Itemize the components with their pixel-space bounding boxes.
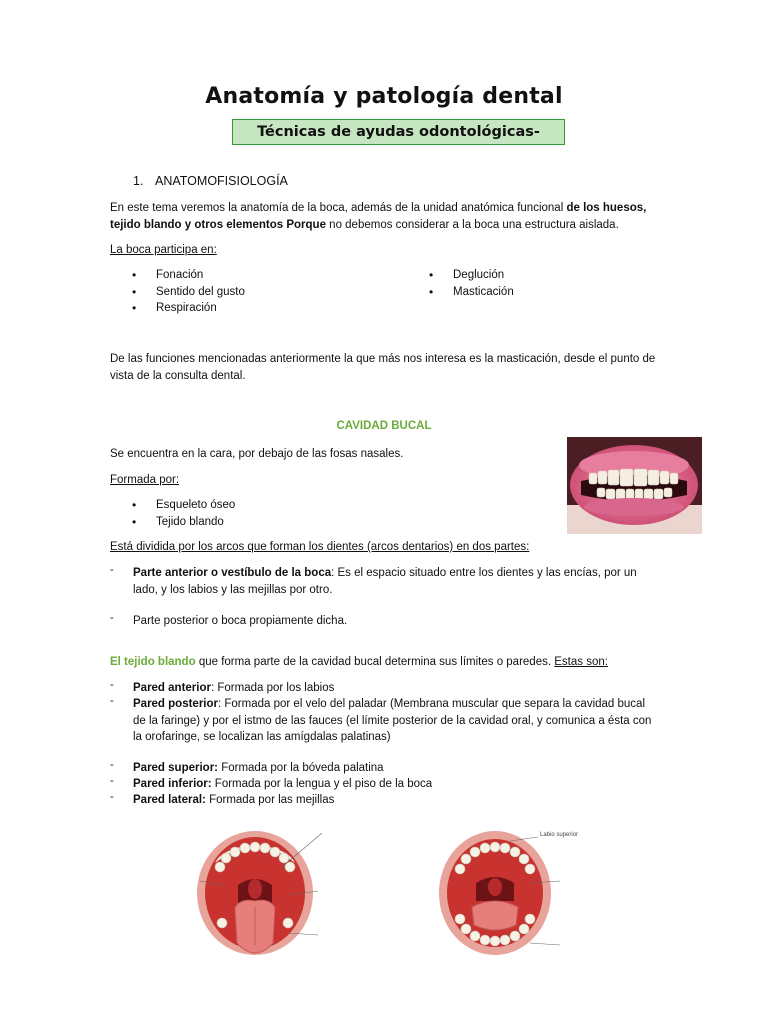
list-item: • Masticación (429, 284, 514, 301)
subtitle-box: Técnicas de ayudas odontológicas- (232, 119, 565, 145)
part-anterior-text (133, 565, 660, 598)
mouth-photo (567, 437, 702, 534)
wall-name: Pared anterior (133, 682, 211, 694)
functions-paragraph: De las funciones mencionadas anteriormente la que más nos interesa es la masticación, desde el punto de vista de la consulta dental. (110, 353, 656, 382)
dash-marker: - (110, 775, 114, 787)
wall-desc: : Formada por el velo del paladar (Membrana muscular que separa la cavidad bucal de la faringe) y por el istmo de las fauces (el límite posterior de la cavidad oral, y comunica a ésta con la orofaringe, se localizan las amígdalas palatinas) (133, 698, 652, 743)
formed-by-label: Formada por: (110, 474, 180, 486)
diagram-label: Labio superior (540, 832, 579, 838)
wall-item (110, 792, 660, 809)
cavity-heading: CAVIDAD BUCAL (336, 420, 432, 432)
intro-paragraph (110, 200, 660, 233)
cavity-location: Se encuentra en la cara, por debajo de las fosas nasales. (110, 448, 404, 460)
intro-text-1: En este tema veremos la anatomía de la boca, además de la unidad anatómica funcional (110, 202, 567, 214)
list-item: • Tejido blando (132, 514, 235, 531)
dash-marker: - (110, 612, 114, 624)
wall-text (133, 792, 660, 809)
wall-text (133, 696, 660, 746)
soft-tissue-underline: Estas son: (554, 656, 608, 668)
document-title: Anatomía y patología dental (205, 84, 563, 109)
dash-marker: - (110, 695, 114, 707)
participates-list-left (132, 267, 245, 317)
section-label: ANATOMOFISIOLOGÍA (155, 174, 288, 188)
list-item: • Sentido del gusto (132, 284, 245, 301)
divided-label: Está dividida por los arcos que forman los dientes (arcos dentarios) en dos partes: (110, 541, 530, 553)
intro-text-2: no debemos considerar a la boca una estructura aislada. (325, 218, 619, 231)
wall-text (133, 680, 660, 697)
part-posterior-text: Parte posterior o boca propiamente dicha. (133, 615, 348, 627)
part-anterior-bold: Parte anterior o vestíbulo de la boca (133, 567, 332, 579)
participates-label: La boca participa en: (110, 244, 217, 256)
wall-name: Pared posterior (133, 698, 218, 710)
wall-desc: Formada por la bóveda palatina (218, 762, 384, 774)
soft-tissue-text: que forma parte de la cavidad bucal determina sus límites o paredes. (195, 656, 555, 668)
formed-by-list (132, 497, 235, 530)
wall-desc: Formada por las mejillas (205, 794, 335, 806)
intro-bold: de los huesos, tejido blando y otros elementos Porque (110, 202, 647, 231)
wall-name: Pared superior: (133, 762, 218, 774)
wall-text (133, 760, 660, 777)
dash-marker: - (110, 679, 114, 691)
part-anterior-desc: : Es el espacio situado entre los dientes y las encías, por un lado, y los labios y las mejillas por otro. (133, 567, 637, 596)
dash-marker: - (110, 759, 114, 771)
list-item: • Fonación (132, 267, 245, 284)
dash-marker: - (110, 791, 114, 803)
mouth-diagram-left (180, 823, 330, 963)
wall-text (133, 776, 660, 793)
soft-tissue-highlight: El tejido blando (110, 656, 196, 668)
participates-list-right (429, 267, 514, 300)
part-posterior-item (110, 613, 660, 630)
wall-desc: Formada por la lengua y el piso de la boca (211, 778, 433, 790)
mouth-diagram-right (400, 823, 600, 963)
wall-desc: : Formada por los labios (210, 682, 335, 694)
wall-item (110, 696, 660, 746)
section-heading (133, 174, 288, 188)
section-number: 1. (133, 174, 144, 188)
wall-name: Pared lateral: (133, 794, 206, 806)
list-item: • Respiración (132, 300, 245, 317)
list-item: • Esqueleto óseo (132, 497, 235, 514)
soft-tissue-paragraph (110, 654, 660, 671)
wall-item (110, 680, 660, 697)
wall-name: Pared inferior: (133, 778, 212, 790)
list-item: • Deglución (429, 267, 514, 284)
dash-marker: - (110, 564, 114, 576)
part-anterior-item (110, 565, 660, 598)
wall-item (110, 760, 660, 777)
wall-item (110, 776, 660, 793)
